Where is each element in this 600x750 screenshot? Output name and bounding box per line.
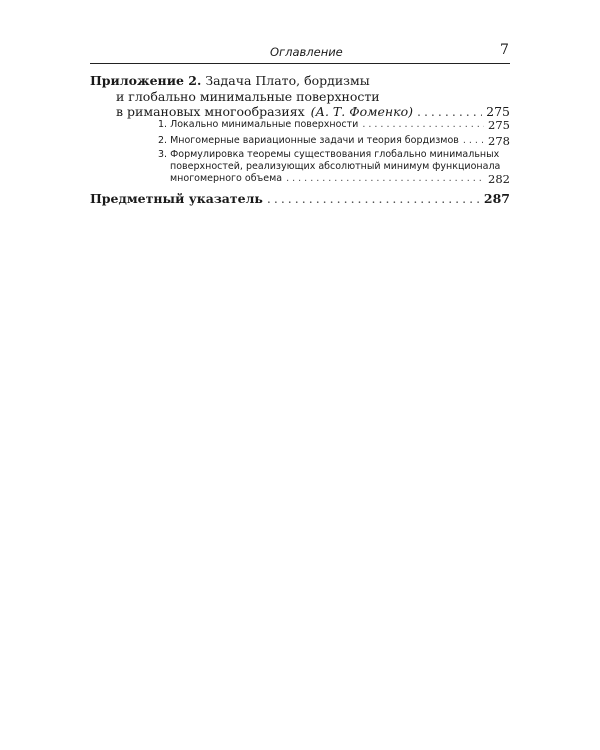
toc-appendix-title-part1: Задача Плато, бордизмы (205, 73, 370, 88)
header-rule (90, 63, 510, 64)
toc-index (90, 191, 510, 206)
toc-section-3-page: 282 (488, 172, 510, 186)
running-title: Оглавление (270, 45, 343, 59)
toc-index-title: Предметный указатель (90, 191, 263, 206)
toc-appendix-title-line1 (90, 73, 370, 89)
toc-leader-dots (286, 173, 484, 185)
toc-index-page: 287 (483, 191, 510, 206)
toc-section-2 (158, 135, 510, 147)
toc-appendix-author: (А. Т. Фоменко) (310, 104, 413, 119)
toc-appendix-title-line2: и глобально минимальные поверхности (116, 89, 380, 104)
toc-section-3-line3 (170, 173, 510, 185)
toc-appendix-label: Приложение 2. (90, 73, 202, 88)
toc-section-1-page: 275 (488, 118, 510, 132)
toc-leader-dots (463, 135, 484, 147)
toc-section-1-title: 1. Локально минимальные поверхности (158, 119, 359, 130)
toc-section-3-title-part3: многомерного объема (170, 173, 283, 184)
toc-leader-dots (267, 191, 480, 206)
toc-section-3-line2: поверхностей, реализующих абсолютный минимум функционала (170, 161, 501, 172)
toc-appendix-page: 275 (486, 104, 510, 119)
toc-section-2-title: 2. Многомерные вариационные задачи и теория бордизмов (158, 135, 459, 146)
toc-appendix-title-line3 (116, 104, 510, 120)
toc-section-3-line1: 3. Формулировка теоремы существования глобально минимальных (158, 149, 500, 160)
page-number: 7 (500, 42, 509, 58)
toc-section-2-page: 278 (488, 134, 510, 148)
toc-appendix-title-part3: в римановых многообразиях (116, 104, 305, 119)
toc-leader-dots (362, 119, 484, 131)
toc-section-1 (158, 119, 510, 131)
toc-leader-dots (417, 104, 482, 120)
